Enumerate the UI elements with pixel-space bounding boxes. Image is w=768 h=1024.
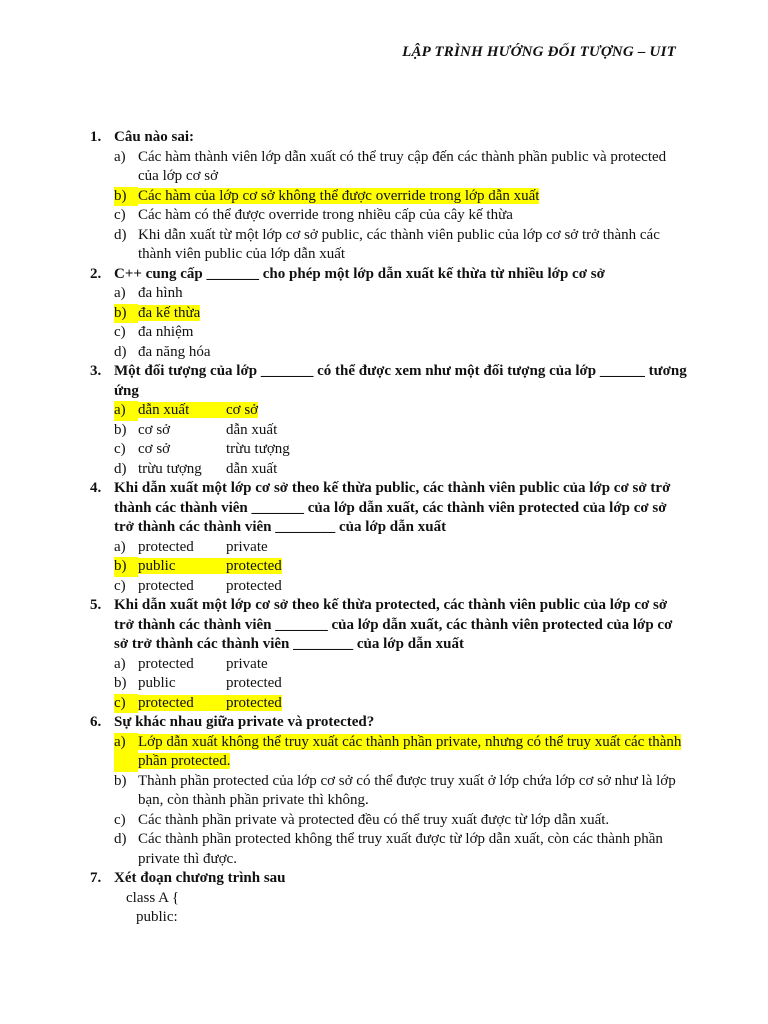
- option-col2: protected: [226, 577, 282, 594]
- option-letter: d): [114, 226, 127, 243]
- option: [90, 538, 690, 558]
- question-number: 4.: [90, 480, 102, 496]
- option: [90, 343, 690, 363]
- option-highlighted: [90, 401, 690, 421]
- option: [90, 206, 690, 226]
- option-col1: trừu tượng: [138, 460, 202, 477]
- option: [90, 655, 690, 675]
- option-col1: public: [138, 675, 176, 691]
- option-text: Lớp dẫn xuất không thể truy xuất các thành phần private, nhưng có thể truy xuất các thành phần protected.: [138, 733, 682, 769]
- option-letter: c): [114, 577, 126, 594]
- option-text: đa nhiệm: [138, 324, 194, 340]
- option-col2: protected: [226, 675, 282, 691]
- option: [90, 323, 690, 343]
- option-col1: protected: [138, 538, 194, 555]
- question-5: [90, 596, 690, 713]
- code-line: class A {: [126, 889, 180, 906]
- option-highlighted: [90, 694, 690, 714]
- option-col1: protected: [138, 694, 194, 711]
- option-text: Các hàm của lớp cơ sở không thể được override trong lớp dẫn xuất: [138, 187, 540, 204]
- option-letter: d): [114, 831, 127, 847]
- option-letter: c): [114, 441, 126, 457]
- option-letter: d): [114, 343, 127, 360]
- question-list: [90, 128, 690, 928]
- option: [90, 148, 690, 187]
- option-letter: b): [114, 304, 138, 324]
- question-2: [90, 265, 690, 363]
- option-highlighted: [90, 187, 690, 207]
- code-line: public:: [136, 909, 178, 925]
- option-col2: dẫn xuất: [226, 460, 278, 477]
- option-col1: protected: [138, 655, 194, 672]
- option-text: Thành phần protected của lớp cơ sở có thể được truy xuất ở lớp chứa lớp cơ sở như là lớp bạn, còn thành phần private thì không.: [138, 772, 676, 808]
- option-letter: c): [114, 694, 138, 714]
- option: [90, 421, 690, 441]
- option: [90, 460, 690, 480]
- question-text: Một đối tượng của lớp _______ có thể được xem như một đối tượng của lớp ______ tương ứng: [114, 363, 687, 399]
- option-letter: a): [114, 401, 138, 421]
- question-text: Sự khác nhau giữa private và protected?: [114, 714, 375, 730]
- option-highlighted: [90, 557, 690, 577]
- option-letter: a): [114, 733, 138, 772]
- question-number: 3.: [90, 363, 102, 379]
- option: [90, 830, 690, 869]
- page-header: LẬP TRÌNH HƯỚNG ĐỐI TƯỢNG – UIT: [402, 44, 676, 60]
- option: [90, 440, 690, 460]
- option-col1: cơ sở: [138, 421, 171, 438]
- option-letter: b): [114, 421, 127, 438]
- option-text: Các thành phần private và protected đều có thể truy xuất được từ lớp dẫn xuất.: [138, 811, 610, 828]
- question-number: 1.: [90, 129, 102, 145]
- option-col1: cơ sở: [138, 441, 171, 457]
- option-text: đa kế thừa: [138, 304, 201, 321]
- option-letter: c): [114, 811, 126, 828]
- option-col2: protected: [226, 558, 282, 574]
- option-text: Các thành phần protected không thể truy xuất được từ lớp dẫn xuất, còn các thành phần private thì được.: [138, 831, 663, 867]
- option-letter: b): [114, 772, 127, 789]
- question-3: [90, 362, 690, 479]
- option-text: Khi dẫn xuất từ một lớp cơ sở public, các thành viên public của lớp cơ sở trở thành các thành viên public của lớp dẫn xuất: [138, 226, 660, 262]
- option-letter: b): [114, 557, 138, 577]
- option-letter: a): [114, 655, 126, 672]
- option-col2: cơ sở: [226, 402, 259, 418]
- option-text: đa năng hóa: [138, 343, 211, 360]
- option: [90, 811, 690, 831]
- option: [90, 674, 690, 694]
- option-letter: b): [114, 675, 127, 691]
- option-letter: c): [114, 207, 126, 223]
- question-text: Câu nào sai:: [114, 129, 195, 145]
- question-text: Khi dẫn xuất một lớp cơ sở theo kế thừa protected, các thành viên public của lớp cơ sở trở thành các thành viên _______ của lớp dẫn xuất, các thành viên protected của lớp cơ sở trở thành các thành viên ________ của lớp dẫn xuất: [114, 597, 673, 652]
- option-col2: protected: [226, 694, 282, 711]
- option-col1: public: [138, 558, 176, 574]
- question-number: 7.: [90, 870, 102, 886]
- option-col2: private: [226, 655, 268, 672]
- option: [90, 772, 690, 811]
- option-letter: a): [114, 285, 126, 301]
- option-text: Các hàm thành viên lớp dẫn xuất có thể truy cập đến các thành phần public và protected của lớp cơ sở: [138, 148, 667, 184]
- question-7: [90, 869, 690, 928]
- option-highlighted: [90, 304, 690, 324]
- question-number: 6.: [90, 714, 102, 730]
- option-letter: a): [114, 538, 126, 555]
- question-6: [90, 713, 690, 869]
- option-col2: private: [226, 538, 268, 555]
- question-4: [90, 479, 690, 596]
- option-letter: b): [114, 187, 138, 207]
- option-highlighted: [90, 733, 690, 772]
- option-text: đa hình: [138, 285, 183, 301]
- option-col2: trừu tượng: [226, 441, 290, 457]
- question-number: 5.: [90, 597, 102, 613]
- option-text: Các hàm có thể được override trong nhiều cấp của cây kế thừa: [138, 207, 513, 223]
- option: [90, 226, 690, 265]
- option-letter: c): [114, 324, 126, 340]
- question-number: 2.: [90, 265, 102, 282]
- option-letter: d): [114, 460, 127, 477]
- option-letter: a): [114, 148, 126, 165]
- question-text: C++ cung cấp _______ cho phép một lớp dẫn xuất kế thừa từ nhiều lớp cơ sở: [114, 265, 605, 282]
- option: [90, 577, 690, 597]
- question-1: [90, 128, 690, 265]
- option-col2: dẫn xuất: [226, 421, 278, 438]
- option-col1: protected: [138, 577, 194, 594]
- question-text: Khi dẫn xuất một lớp cơ sở theo kế thừa public, các thành viên public của lớp cơ sở trở thành các thành viên _______ của lớp dẫn xuất, các thành viên protected của lớp cơ sở trở thành các thành viên ________ của lớp dẫn xuất: [114, 480, 671, 535]
- option-col1: dẫn xuất: [138, 402, 190, 418]
- option: [90, 284, 690, 304]
- question-text: Xét đoạn chương trình sau: [114, 870, 286, 886]
